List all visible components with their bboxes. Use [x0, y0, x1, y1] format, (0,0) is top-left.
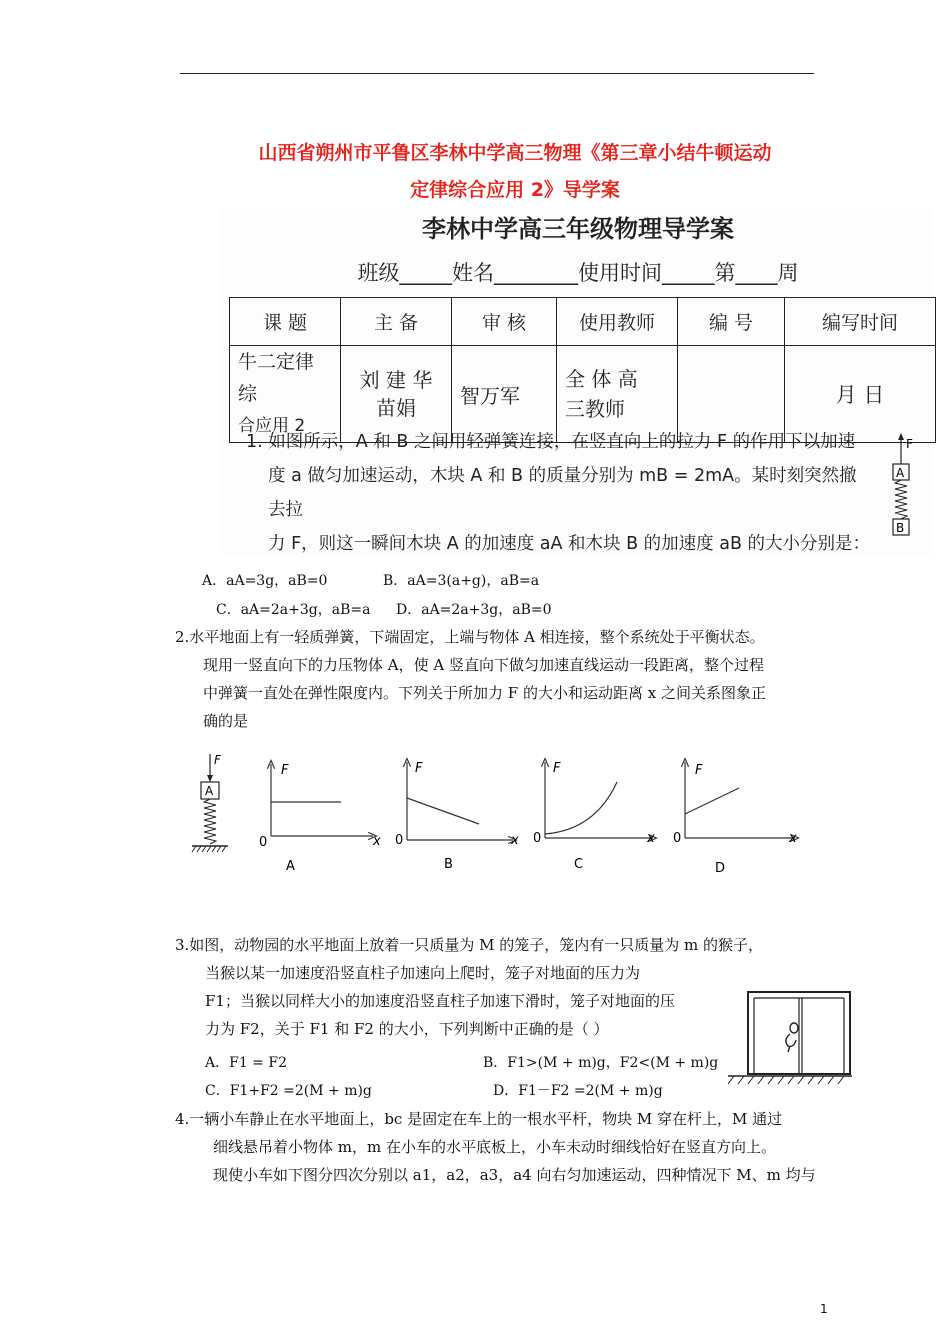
worksheet-heading: 李林中学高三年级物理导学案 [422, 215, 734, 243]
header-rule [180, 73, 814, 74]
q3-option-c: C．F1+F2 =2(M + m)g [205, 1083, 372, 1099]
doc-title-line1: 山西省朔州市平鲁区李林中学高三物理《第三章小结牛顿运动 [258, 142, 772, 164]
q1-option-d: D．aA=2a+3g，aB=0 [396, 602, 552, 618]
header-reviewer: 审 核 [452, 298, 557, 346]
fig-label-F: F [906, 437, 913, 451]
question-2: 2.水平地面上有一轻质弹簧，下端固定，上端与物体 A 相连接，整个系统处于平衡状态。 现用一竖直向下的力压物体 A，使 A 竖直向下做匀加速直线运动一段距离，整个过程 中弹簧一直处在弹性限度内。下列关于所加力 F 的大小和运动距离 x 之间关系图象正 确的是 [175, 628, 766, 730]
spring-ab-figure [884, 430, 924, 542]
monkey-icon [786, 1023, 798, 1052]
graph-a [259, 763, 381, 874]
header-number: 编 号 [678, 298, 785, 346]
cell-teacher: 全 体 高 三教师 [557, 346, 678, 443]
svg-text:0: 0 [533, 831, 542, 846]
header-date: 编写时间 [785, 298, 936, 346]
cell-author: 刘 建 华 苗娟 [341, 346, 452, 443]
graph-b [395, 761, 519, 872]
class-info-line: 班级_____姓名________使用时间_____第____周 [357, 261, 799, 285]
q2-graph-choices [255, 758, 815, 878]
monkey-cage-figure [728, 988, 852, 1088]
svg-text:x: x [789, 831, 797, 846]
header-author: 主 备 [341, 298, 452, 346]
svg-text:0: 0 [673, 831, 682, 846]
question-1: 1. 如图所示，A 和 B 之间用轻弹簧连接，在竖直向上的拉力 F 的作用下以加速 度 a 做匀加速运动，木块 A 和 B 的质量分别为 mB = 2mA。某时刻突然撤去拉 力 F，则这一瞬间木块 A 的加速度 aA 和木块 B 的加速度 aB 的大小分别是： [246, 432, 871, 554]
cell-topic: 牛二定律综 合应用 2 [230, 346, 341, 443]
fig-label-A: A [896, 466, 905, 480]
svg-text:x: x [511, 833, 519, 848]
q2-fig-label-A: A [205, 784, 214, 798]
doc-title-line2: 定律综合应用 2》导学案 [410, 179, 620, 201]
cell-date: 月 日 [785, 346, 936, 443]
svg-text:F: F [281, 763, 289, 778]
cell-reviewer: 智万军 [452, 346, 557, 443]
header-teacher: 使用教师 [557, 298, 678, 346]
q3-option-d: D．F1－F2 =2(M + m)g [493, 1083, 663, 1099]
svg-text:0: 0 [395, 833, 404, 848]
q3-option-b: B．F1>(M + m)g，F2<(M + m)g [483, 1055, 719, 1071]
svg-text:F: F [415, 761, 423, 776]
svg-text:x: x [647, 831, 655, 846]
page-number: 1 [820, 1302, 828, 1316]
spring-on-ground-figure [188, 752, 232, 860]
svg-text:F: F [695, 763, 703, 778]
course-info-table [229, 297, 936, 443]
graph-c [533, 761, 655, 872]
svg-text:0: 0 [259, 835, 268, 850]
svg-text:F: F [553, 761, 561, 776]
q1-option-c: C．aA=2a+3g，aB=a [216, 602, 371, 618]
graph-label-d: D [715, 861, 726, 876]
q1-option-a: A．aA=3g，aB=0 [202, 573, 328, 589]
graph-d [673, 762, 797, 876]
svg-text:x: x [373, 834, 381, 849]
graph-label-c: C [574, 857, 584, 872]
fig-label-B: B [896, 521, 905, 535]
q3-option-a: A．F1 = F2 [205, 1055, 287, 1071]
graph-label-a: A [286, 859, 295, 874]
graph-label-b: B [444, 857, 453, 872]
q1-option-b: B．aA=3(a+g)，aB=a [383, 573, 540, 589]
header-topic: 课 题 [230, 298, 341, 346]
question-4: 4.一辆小车静止在水平地面上，bc 是固定在车上的一根水平杆，物块 M 穿在杆上，M 通过 细线悬吊着小物体 m，m 在小车的水平底板上，小车未动时细线恰好在竖直方向上。 现使小车如下图分四次分别以 a1，a2，a3，a4 向右匀加速运动，四种情况下 M、m 均与 [175, 1110, 816, 1184]
q2-fig-label-F: F [214, 753, 221, 767]
question-3: 3.如图，动物园的水平地面上放着一只质量为 M 的笼子，笼内有一只质量为 m 的猴子， 当猴以某一加速度沿竖直柱子加速向上爬时，笼子对地面的压力为 F1；当猴以同样大小的加速度沿竖直柱子加速下滑时，笼子对地面的压 力为 F2，关于 F1 和 F2 的大小，下列判断中正确的是（ ） [175, 936, 763, 1038]
